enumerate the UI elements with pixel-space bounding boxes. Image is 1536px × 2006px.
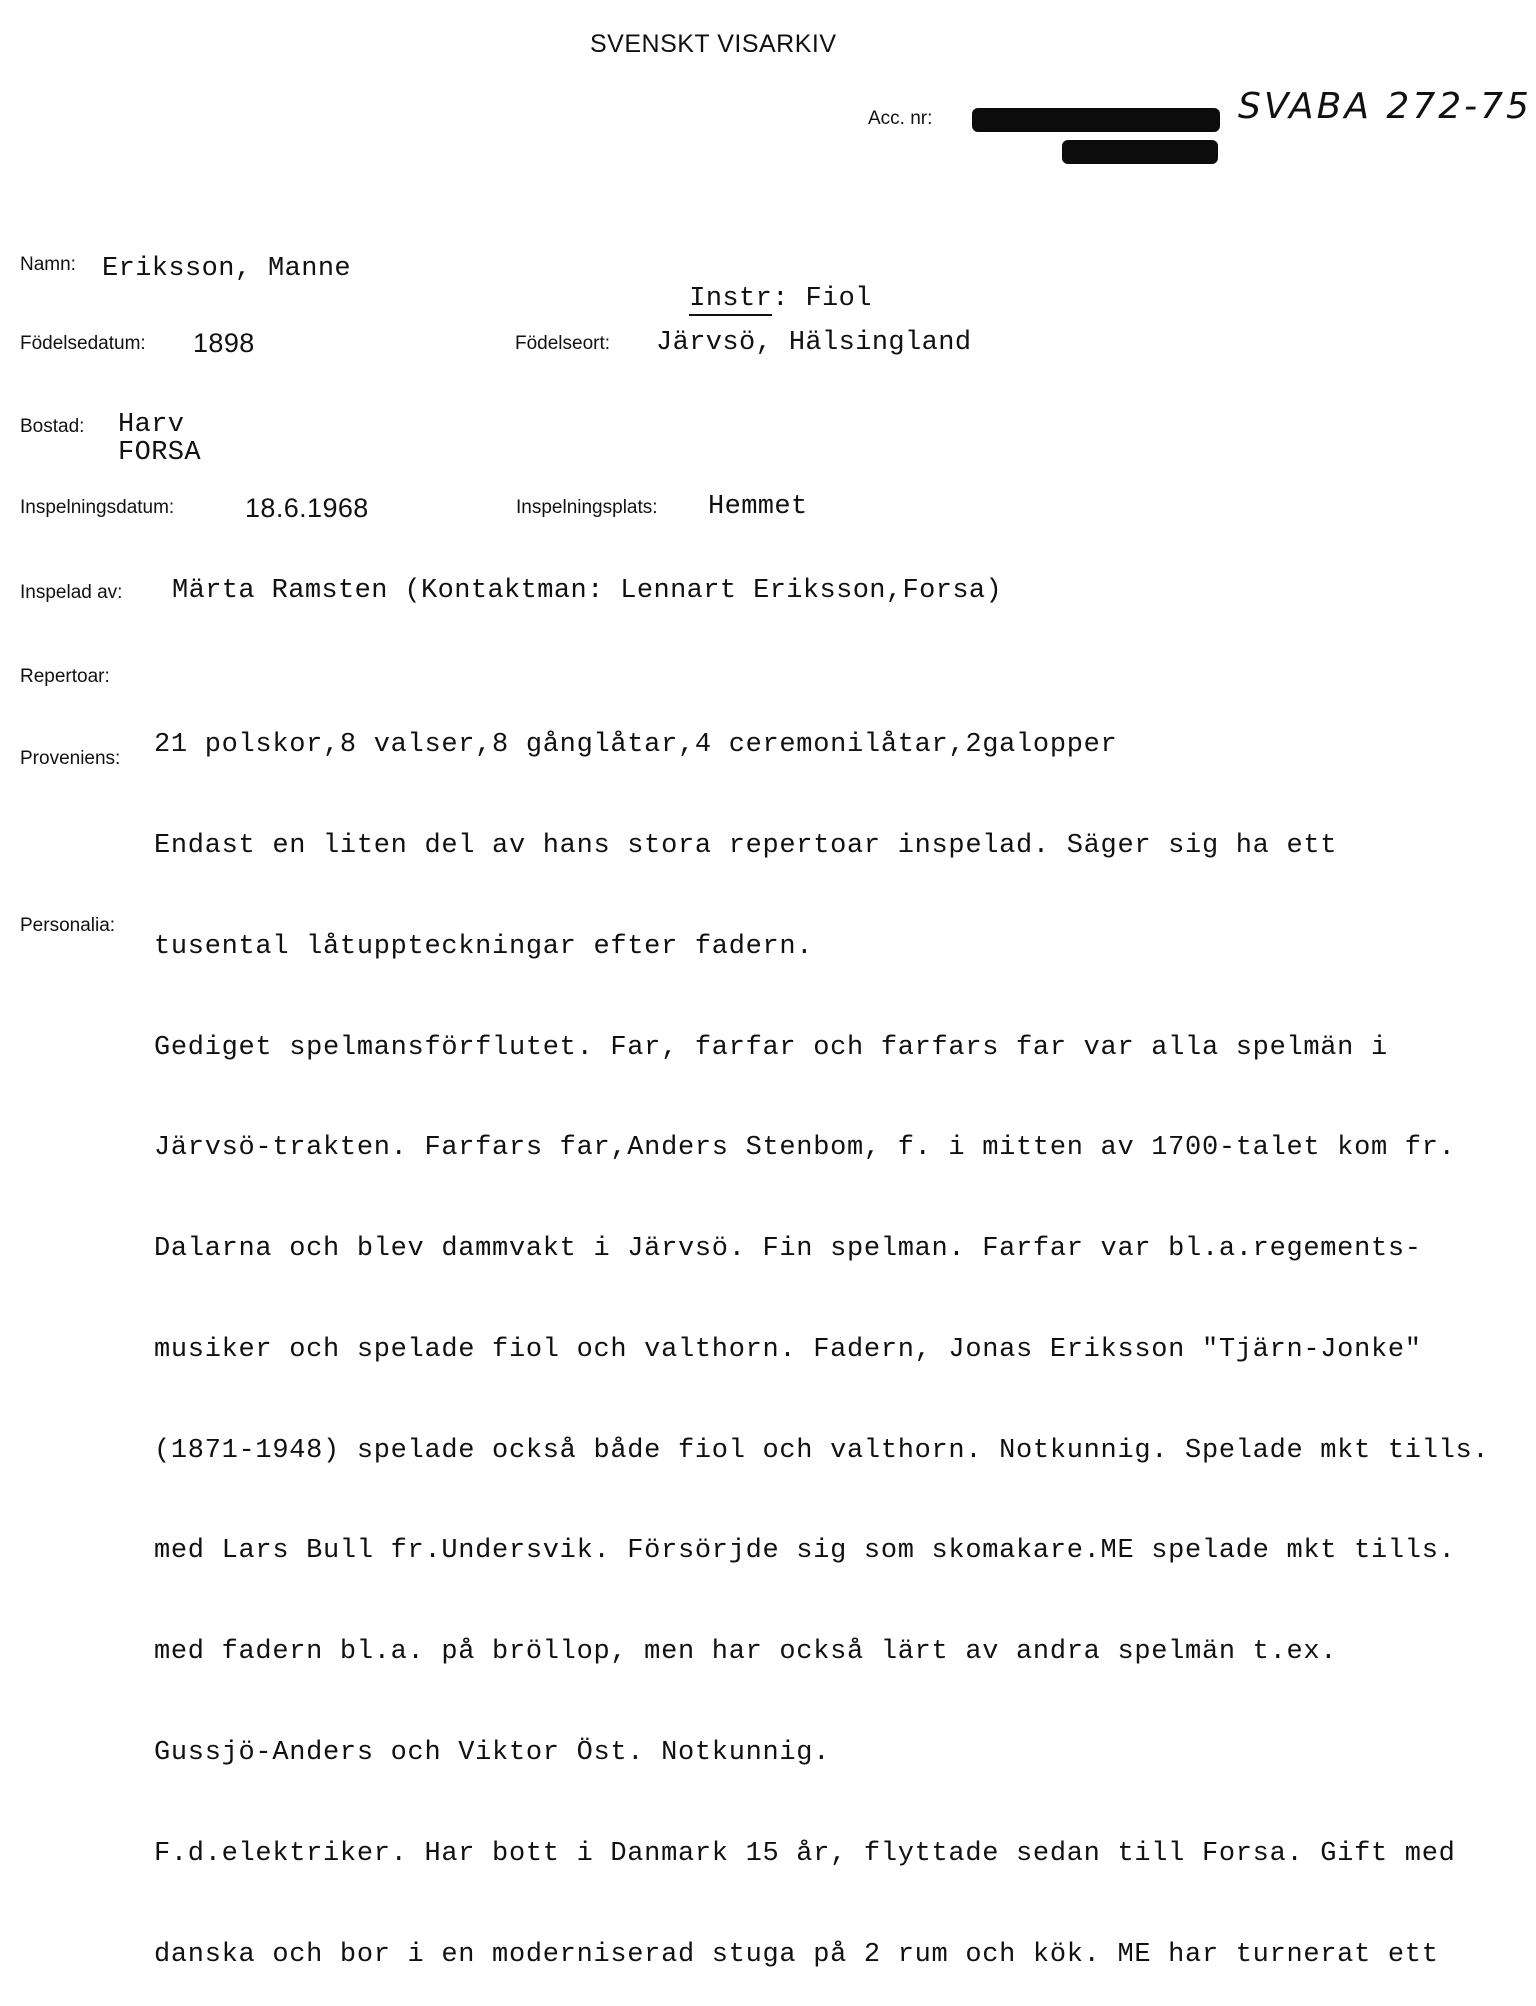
body-line: danska och bor i en moderniserad stuga på 2 rum och kök. ME har turnerat ett — [154, 1939, 1439, 1970]
repertoar-label: Repertoar: — [20, 666, 110, 687]
recorded-by-label: Inspelad av: — [20, 582, 123, 603]
body-line: med fadern bl.a. på bröllop, men har också lärt av andra spelmän t.ex. — [154, 1637, 1338, 1668]
residence-label: Bostad: — [20, 416, 85, 437]
instrument-label: Instr — [689, 284, 773, 314]
archive-title: SVENSKT VISARKIV — [590, 30, 837, 58]
birthdate-value: 1898 — [193, 328, 255, 358]
acc-nr-label: Acc. nr: — [868, 108, 933, 129]
recorded-by-value: Märta Ramsten (Kontaktman: Lennart Eriksson,Forsa) — [172, 576, 1003, 606]
body-line: (1871-1948) spelade också både fiol och valthorn. Notkunnig. Spelade mkt tills. — [154, 1435, 1490, 1466]
handwritten-acc-number: SVABA 272-75 — [1238, 86, 1532, 127]
birthplace-value: Järvsö, Hälsingland — [656, 328, 972, 358]
birthdate-label: Födelsedatum: — [20, 333, 146, 354]
body-line: musiker och spelade fiol och valthorn. Fadern, Jonas Eriksson "Tjärn-Jonke" — [154, 1334, 1422, 1365]
recording-place-value: Hemmet — [708, 492, 808, 522]
instrument-value: Fiol — [805, 284, 872, 314]
body-line: Gussjö-Anders och Viktor Öst. Notkunnig. — [154, 1738, 831, 1768]
body-line: Endast en liten del av hans stora repertoar inspelad. Säger sig ha ett — [154, 830, 1338, 861]
body-line: 21 polskor,8 valser,8 gånglåtar,4 ceremonilåtar,2galopper — [154, 730, 1118, 761]
body-line: tusental låtuppteckningar efter fadern. — [154, 931, 814, 962]
instrument-field — [656, 254, 872, 314]
instrument-separator: : — [772, 284, 789, 314]
body-line: med Lars Bull fr.Undersvik. Försörjde sig som skomakare.ME spelade mkt tills. — [154, 1536, 1456, 1567]
residence-line-1: Harv — [118, 410, 185, 440]
redaction-bar-2 — [1062, 140, 1218, 164]
personalia-label: Personalia: — [20, 915, 116, 936]
recording-date-value: 18.6.1968 — [245, 493, 369, 523]
body-line: Järvsö-trakten. Farfars far,Anders Stenbom, f. i mitten av 1700-talet kom fr. — [154, 1133, 1456, 1164]
redaction-bar-1 — [972, 108, 1220, 132]
proveniens-label: Proveniens: — [20, 748, 121, 769]
birthplace-label: Födelseort: — [515, 333, 611, 354]
recording-date-label: Inspelningsdatum: — [20, 497, 175, 518]
body-line: Gediget spelmansförflutet. Far, farfar och farfars far var alla spelmän i — [154, 1032, 1388, 1063]
body-line: Dalarna och blev dammvakt i Järvsö. Fin spelman. Farfar var bl.a.regements- — [154, 1234, 1422, 1265]
body-text — [154, 662, 1534, 2006]
recording-place-label: Inspelningsplats: — [516, 497, 658, 518]
residence-line-2: FORSA — [118, 438, 202, 468]
name-value: Eriksson, Manne — [102, 254, 352, 284]
body-line: F.d.elektriker. Har bott i Danmark 15 år, flyttade sedan till Forsa. Gift med — [154, 1838, 1456, 1869]
name-label: Namn: — [20, 254, 76, 275]
